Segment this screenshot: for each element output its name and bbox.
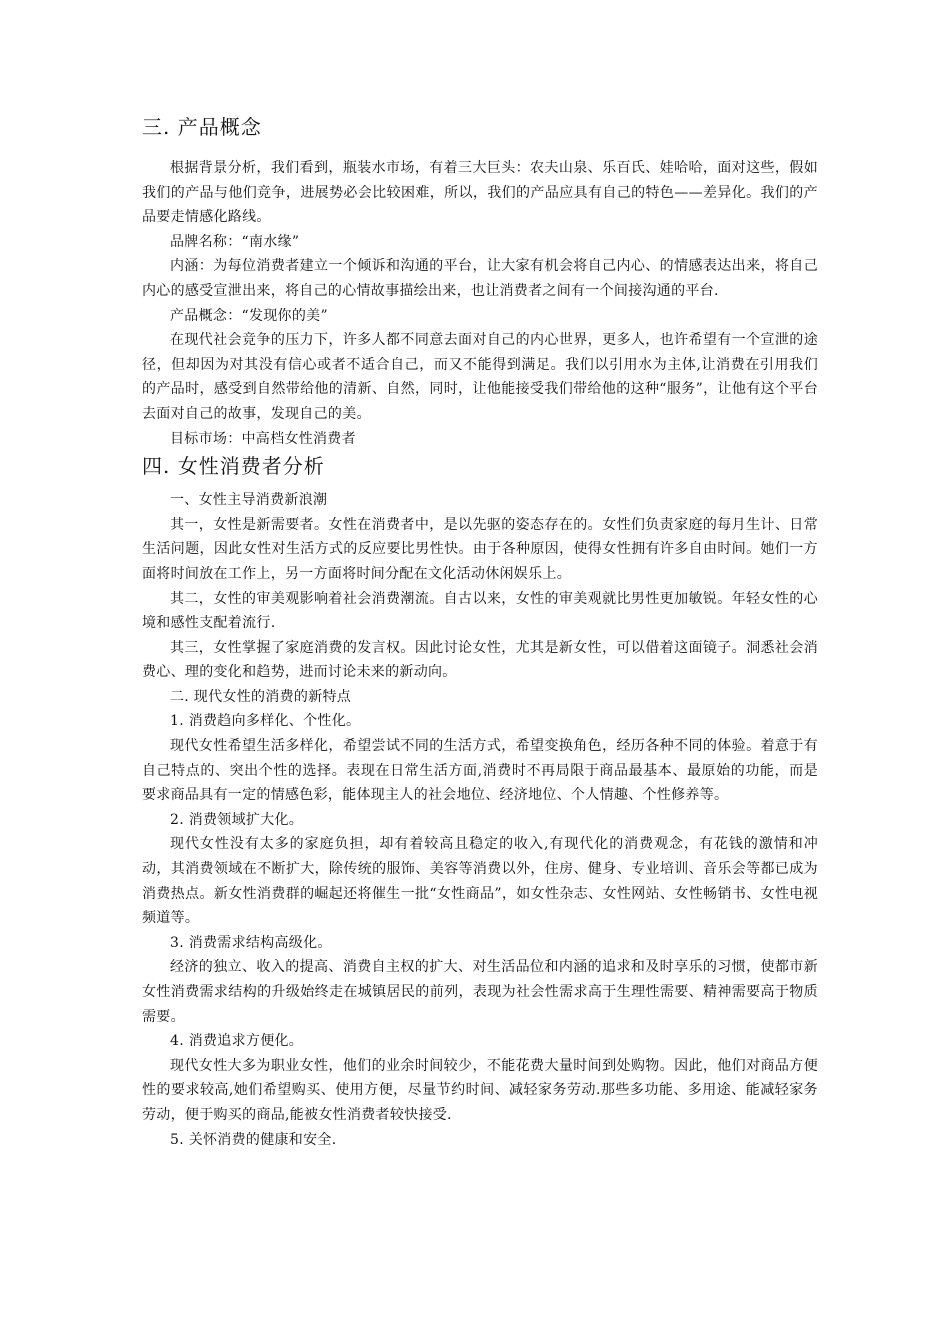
section-3-paragraph-1: 根据背景分析，我们看到，瓶装水市场，有着三大巨头：农夫山泉、乐百氏、娃哈哈，面对这些，假如我们的产品与他们竞争，进展势必会比较困难，所以，我们的产品应具有自己的特色——差异化。我们的产品要走情感化路线。 — [142, 160, 818, 226]
list-item-4-heading: 4. 消费追求方便化。 — [170, 1033, 304, 1050]
list-item-1-paragraph: 现代女性希望生活多样化，希望尝试不同的生活方式，希望变换角色，经历各种不同的体验。着意于有自己特点的、突出个性的选择。表现在日常生活方面,消费时不再局限于商品最基本、最原始的功能，而是要求商品具有一定的情感色彩，能体现主人的社会地位、经济地位、个人情趣、个性修养等。 — [142, 738, 818, 804]
list-item-3-paragraph: 经济的独立、收入的提高、消费自主权的扩大、对生活品位和内涵的追求和及时享乐的习惯，使都市新女性消费需求结构的升级始终走在城镇居民的前列，表现为社会性需求高于生理性需要、精神需要高于物质需要。 — [142, 959, 818, 1025]
list-item-5-heading: 5. 关怀消费的健康和安全. — [170, 1131, 337, 1148]
section-3-paragraph-2: 在现代社会竞争的压力下，许多人都不同意去面对自己的内心世界，更多人，也许希望有一个宣泄的途径，但却因为对其没有信心或者不适合自己，而又不能得到满足。我们以引用水为主体,让消费在引用我们的产品时，感受到自然带给他的清新、自然，同时，让他能接受我们带给他的这种“服务”，让他有这个平台去面对自己的故事，发现自己的美。 — [142, 332, 818, 422]
subsection-1-paragraph-3: 其三，女性掌握了家庭消费的发言权。因此讨论女性，尤其是新女性，可以借着这面镜子。洞悉社会消费心、理的变化和趋势，进而讨论未来的新动向。 — [142, 639, 818, 681]
subsection-1-paragraph-2: 其二，女性的审美观影响着社会消费潮流。自古以来，女性的审美观就比男性更加敏锐。年轻女性的心境和感性支配着流行. — [142, 590, 818, 632]
section-4-heading: 四. 女性消费者分析 — [142, 454, 325, 479]
list-item-3-heading: 3. 消费需求结构高级化。 — [170, 934, 332, 951]
list-item-2-heading: 2. 消费领域扩大化。 — [170, 811, 304, 828]
target-market-line: 目标市场：中高档女性消费者 — [170, 430, 356, 447]
brand-meaning-paragraph: 内涵：为每位消费者建立一个倾诉和沟通的平台，让大家有机会将自己内心、的情感表达出来，将自己内心的感受宣泄出来，将自己的心情故事描绘出来，也让消费者之间有一个间接沟通的平台. — [142, 258, 818, 299]
brand-name-line: 品牌名称：“南水缘” — [170, 233, 300, 250]
subsection-1-paragraph-1: 其一，女性是新需要者。女性在消费者中，是以先驱的姿态存在的。女性们负责家庭的每月生计、日常生活问题，因此女性对生活方式的反应要比男性快。由于各种原因，使得女性拥有许多自由时间。她们一方面将时间放在工作上，另一方面将时间分配在文化活动休闲娱乐上。 — [142, 516, 818, 582]
document-page — [142, 112, 818, 1152]
subsection-2-heading: 二. 现代女性的消费的新特点 — [170, 688, 352, 705]
product-concept-line: 产品概念：“发现你的美” — [170, 307, 328, 324]
subsection-1-heading: 一、女性主导消费新浪潮 — [170, 492, 328, 509]
section-3-heading: 三. 产品概念 — [142, 115, 262, 139]
list-item-2-paragraph: 现代女性没有太多的家庭负担，却有着较高且稳定的收入,有现代化的消费观念，有花钱的激情和冲动，其消费领域在不断扩大，除传统的服饰、美容等消费以外，住房、健身、专业培训、音乐会等都已成为消费热点。新女性消费群的崛起还将催生一批“女性商品”，如女性杂志、女性网站、女性畅销书、女性电视频道等。 — [142, 836, 818, 927]
list-item-1-heading: 1. 消费趋向多样化、个性化。 — [170, 713, 361, 730]
list-item-4-paragraph: 现代女性大多为职业女性，他们的业余时间较少，不能花费大量时间到处购物。因此，他们对商品方便性的要求较高,她们希望购买、使用方便，尽量节约时间、减轻家务劳动.那些多功能、多用途、能减轻家务劳动，便于购买的商品,能被女性消费者较快接受. — [142, 1057, 818, 1123]
